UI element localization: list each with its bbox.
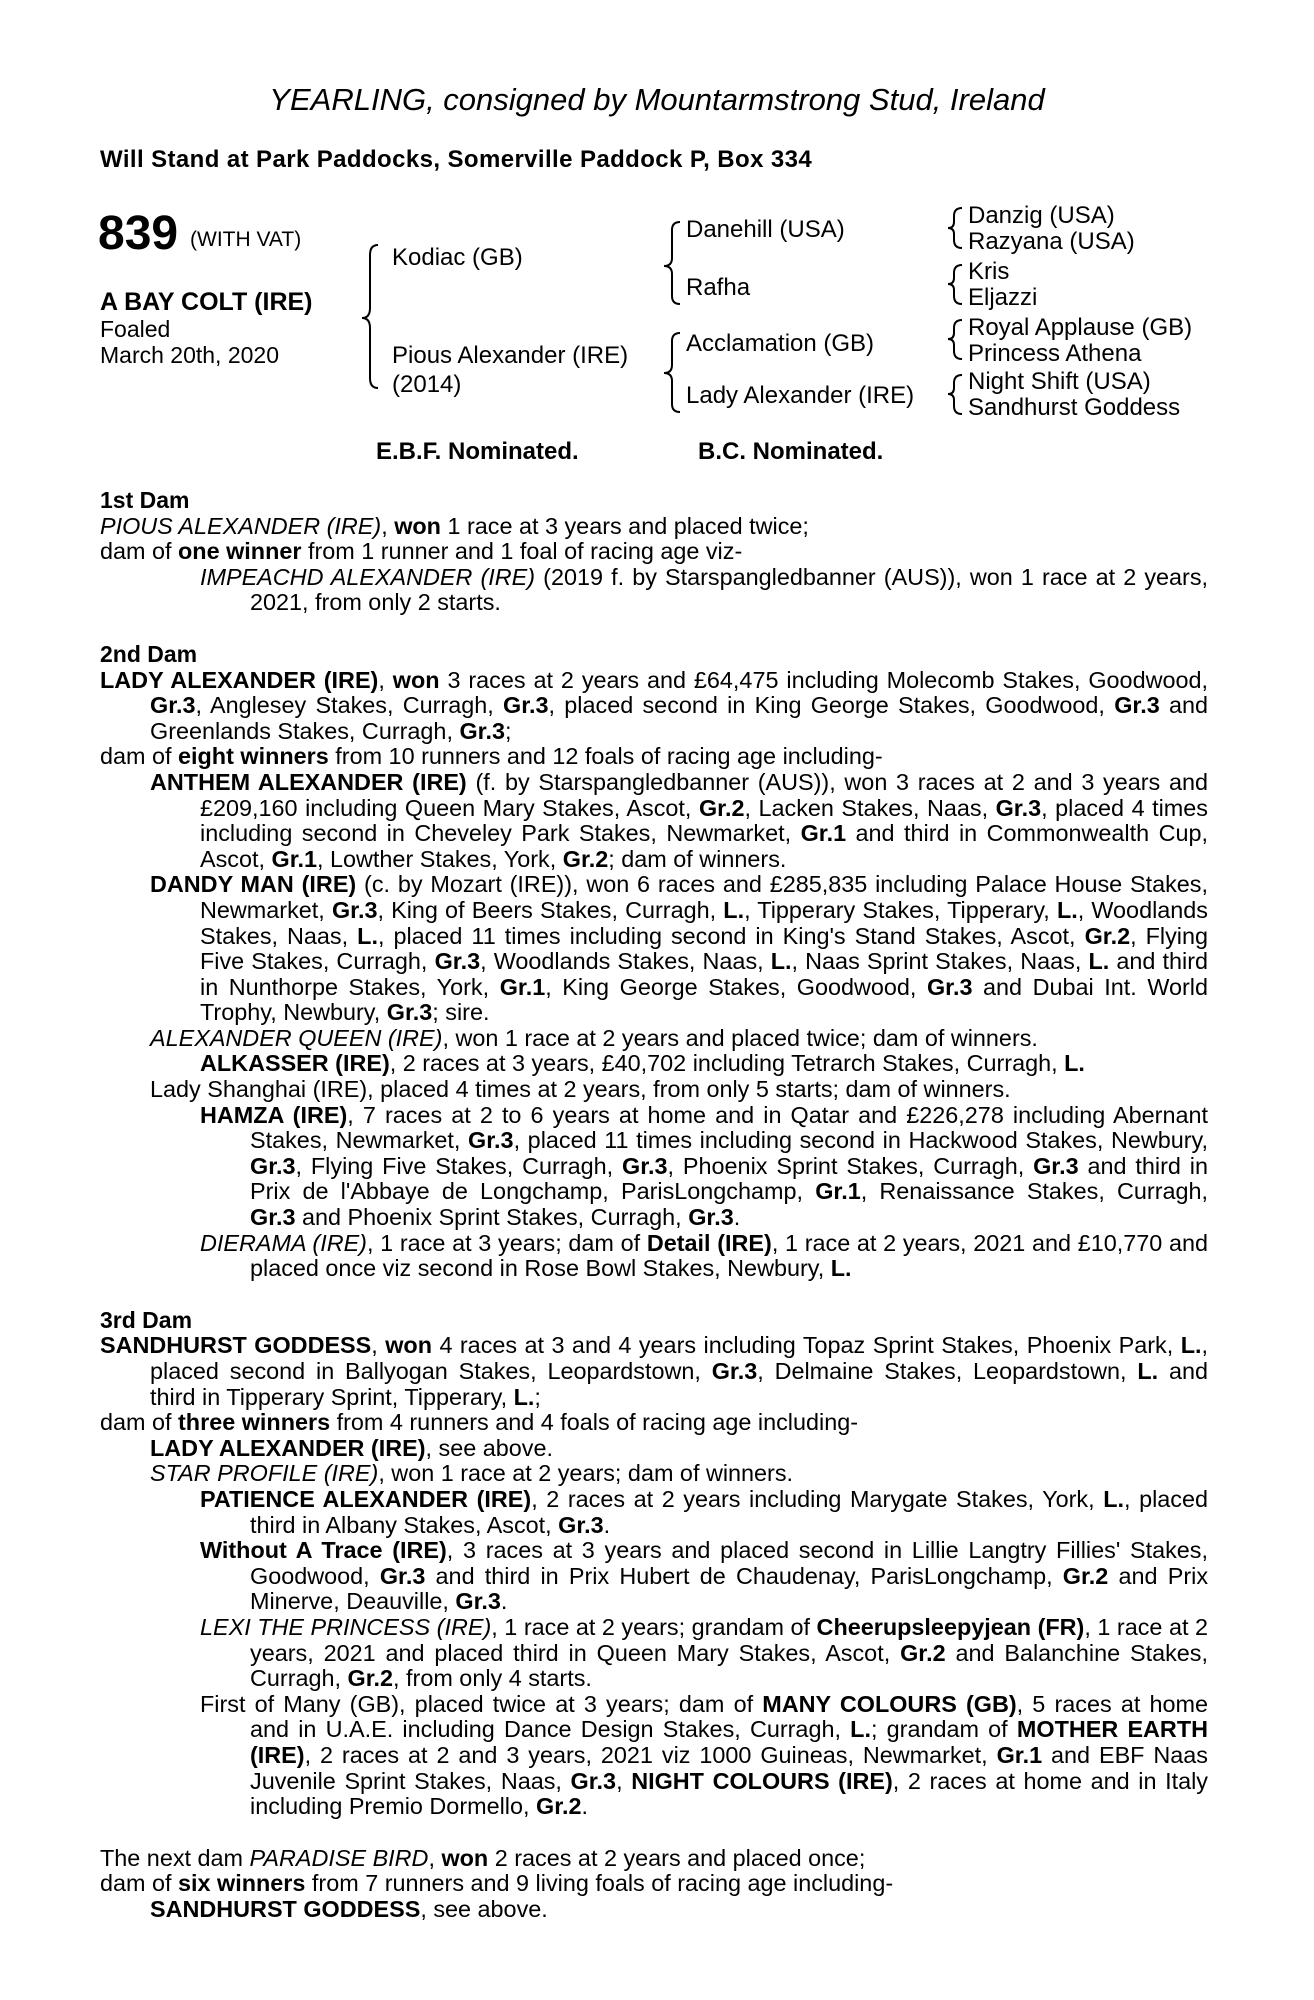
second-dam-line: LADY ALEXANDER (IRE), won 3 races at 2 years and £64,475 including Molecomb Stakes, Goodwood, Gr.3, Anglesey Stakes, Curragh, Gr.3, placed second in King George Stakes, Goodwood, Gr.3 and Greenlands Stakes, Curragh, Gr.3; [100,666,1208,744]
dam-sire: Acclamation (GB) [686,330,875,357]
produce-alexander-queen: ALEXANDER QUEEN (IRE), won 1 race at 2 years and placed twice; dam of winners. [150,1024,1038,1051]
lot-name: A BAY COLT (IRE) [100,288,313,316]
gg-1: Danzig (USA) [968,202,1115,229]
sire: Kodiac (GB) [392,244,523,271]
produce-lady-shanghai: Lady Shanghai (IRE), placed 4 times at 2 years, from only 5 starts; dam of winners. [150,1076,1011,1103]
produce-dierama: DIERAMA (IRE), 1 race at 3 years; dam of Detail (IRE), 1 race at 2 years, 2021 and £10,770 and placed once viz second in Rose Bowl Stakes, Newbury, L. [200,1229,1208,1282]
produce-star-profile: STAR PROFILE (IRE), won 1 race at 2 years; dam of winners. [150,1460,794,1487]
produce-impeachd: IMPEACHD ALEXANDER (IRE) (2019 f. by Starspangledbanner (AUS)), won 1 race at 2 years, 2021, from only 2 starts. [200,563,1209,616]
third-dam-line: SANDHURST GODDESS, won 4 races at 3 and 4 years including Topaz Sprint Stakes, Phoenix Park, L., placed second in Ballyogan Stakes, Leopardstown, Gr.3, Delmaine Stakes, Leopardstown, L. and third in Tipperary Sprint, Tipperary, L.; [100,1332,1208,1410]
third-dam-heading: 3rd Dam [100,1306,193,1333]
ebf-nomination: E.B.F. Nominated. [376,438,579,465]
first-dam-line: PIOUS ALEXANDER (IRE), won 1 race at 3 years and placed twice; [100,512,809,539]
next-dam-line: The next dam PARADISE BIRD, won 2 races at 2 years and placed once; [100,1844,866,1871]
dam: Pious Alexander (IRE) [392,342,629,369]
produce-sandhurst: SANDHURST GODDESS, see above. [150,1895,548,1922]
vat-label: (WITH VAT) [190,228,302,251]
gg-7: Night Shift (USA) [968,368,1151,395]
second-dam-heading: 2nd Dam [100,640,198,667]
foaled-date: March 20th, 2020 [100,342,280,368]
sire-sire: Danehill (USA) [686,216,845,243]
gg-8: Sandhurst Goddess [968,394,1181,421]
gg-2: Razyana (USA) [968,228,1135,255]
produce-lexi: LEXI THE PRINCESS (IRE), 1 race at 2 years; grandam of Cheerupsleepyjean (FR), 1 race at 2 years, 2021 and placed third in Queen Mary Stakes, Ascot, Gr.2 and Balanchine Stakes, Curragh, Gr.2, from only 4 starts. [200,1613,1208,1692]
dam-records [100,488,1208,1922]
gg-5: Royal Applause (GB) [968,314,1193,341]
third-dam-produce-summary: dam of three winners from 4 runners and 4 foals of racing age including- [100,1409,858,1436]
first-dam-produce-summary: dam of one winner from 1 runner and 1 foal of racing age viz- [100,538,743,565]
next-dam-produce-summary: dam of six winners from 7 runners and 9 living foals of racing age including- [100,1870,894,1897]
produce-first-of-many: First of Many (GB), placed twice at 3 years; dam of MANY COLOURS (GB), 5 races at home and in U.A.E. including Dance Design Stakes, Curragh, L.; grandam of MOTHER EARTH (IRE), 2 races at 2 and 3 years, 2021 viz 1000 Guineas, Newmarket, Gr.1 and EBF Naas Juvenile Sprint Stakes, Naas, Gr.3, NIGHT COLOURS (IRE), 2 races at home and in Italy including Premio Dormello, Gr.2. [200,1690,1209,1820]
second-dam-produce-summary: dam of eight winners from 10 runners and 12 foals of racing age including- [100,743,883,770]
dam-year: (2014) [392,371,462,398]
gg-6: Princess Athena [968,340,1142,367]
foaled-label: Foaled [100,316,171,342]
gg-4: Eljazzi [968,284,1038,311]
produce-alkasser: ALKASSER (IRE), 2 races at 3 years, £40,702 including Tetrarch Stakes, Curragh, L. [200,1050,1085,1077]
produce-patience: PATIENCE ALEXANDER (IRE), 2 races at 2 years including Marygate Stakes, York, L., placed third in Albany Stakes, Ascot, Gr.3. [200,1485,1208,1538]
produce-dandy: DANDY MAN (IRE) (c. by Mozart (IRE)), won 6 races and £285,835 including Palace House Stakes, Newmarket, Gr.3, King of Beers Stakes, Curragh, L., Tipperary Stakes, Tipperary, L., Woodlands Stakes, Naas, L., placed 11 times including second in King's Stand Stakes, Ascot, Gr.2, Flying Five Stakes, Curragh, Gr.3, Woodlands Stakes, Naas, L., Naas Sprint Stakes, Naas, L. and third in Nunthorpe Stakes, York, Gr.1, King George Stakes, Goodwood, Gr.3 and Dubai Int. World Trophy, Newbury, Gr.3; sire. [150,871,1209,1026]
produce-without-a-trace: Without A Trace (IRE), 3 races at 3 years and placed second in Lillie Langtry Fillies' Stakes, Goodwood, Gr.3 and third in Prix Hubert de Chaudenay, ParisLongchamp, Gr.2 and Prix Minerve, Deauville, Gr.3. [200,1537,1209,1615]
catalogue-title: YEARLING, consigned by Mountarmstrong Stud, Ireland [269,82,1045,117]
dam-dam: Lady Alexander (IRE) [686,382,915,409]
gg-3: Kris [968,258,1010,285]
first-dam-heading: 1st Dam [100,487,190,513]
stand-location: Will Stand at Park Paddocks, Somerville Paddock P, Box 334 [100,146,813,173]
produce-lady-alexander: LADY ALEXANDER (IRE), see above. [150,1434,553,1461]
produce-hamza: HAMZA (IRE), 7 races at 2 to 6 years at home and in Qatar and £226,278 including Abernant Stakes, Newmarket, Gr.3, placed 11 times including second in Hackwood Stakes, Newbury, Gr.3, Flying Five Stakes, Curragh, Gr.3, Phoenix Sprint Stakes, Curragh, Gr.3 and third in Prix de l'Abbaye de Longchamp, ParisLongchamp, Gr.1, Renaissance Stakes, Curragh, Gr.3 and Phoenix Sprint Stakes, Curragh, Gr.3. [200,1101,1209,1231]
lot-number: 839 [98,207,179,260]
sire-dam: Rafha [686,274,751,301]
produce-anthem: ANTHEM ALEXANDER (IRE) (f. by Starspangledbanner (AUS)), won 3 races at 2 and 3 years and £209,160 including Queen Mary Stakes, Ascot, Gr.2, Lacken Stakes, Naas, Gr.3, placed 4 times including second in Cheveley Park Stakes, Newmarket, Gr.1 and third in Commonwealth Cup, Ascot, Gr.1, Lowther Stakes, York, Gr.2; dam of winners. [150,768,1209,872]
bc-nomination: B.C. Nominated. [698,438,884,465]
